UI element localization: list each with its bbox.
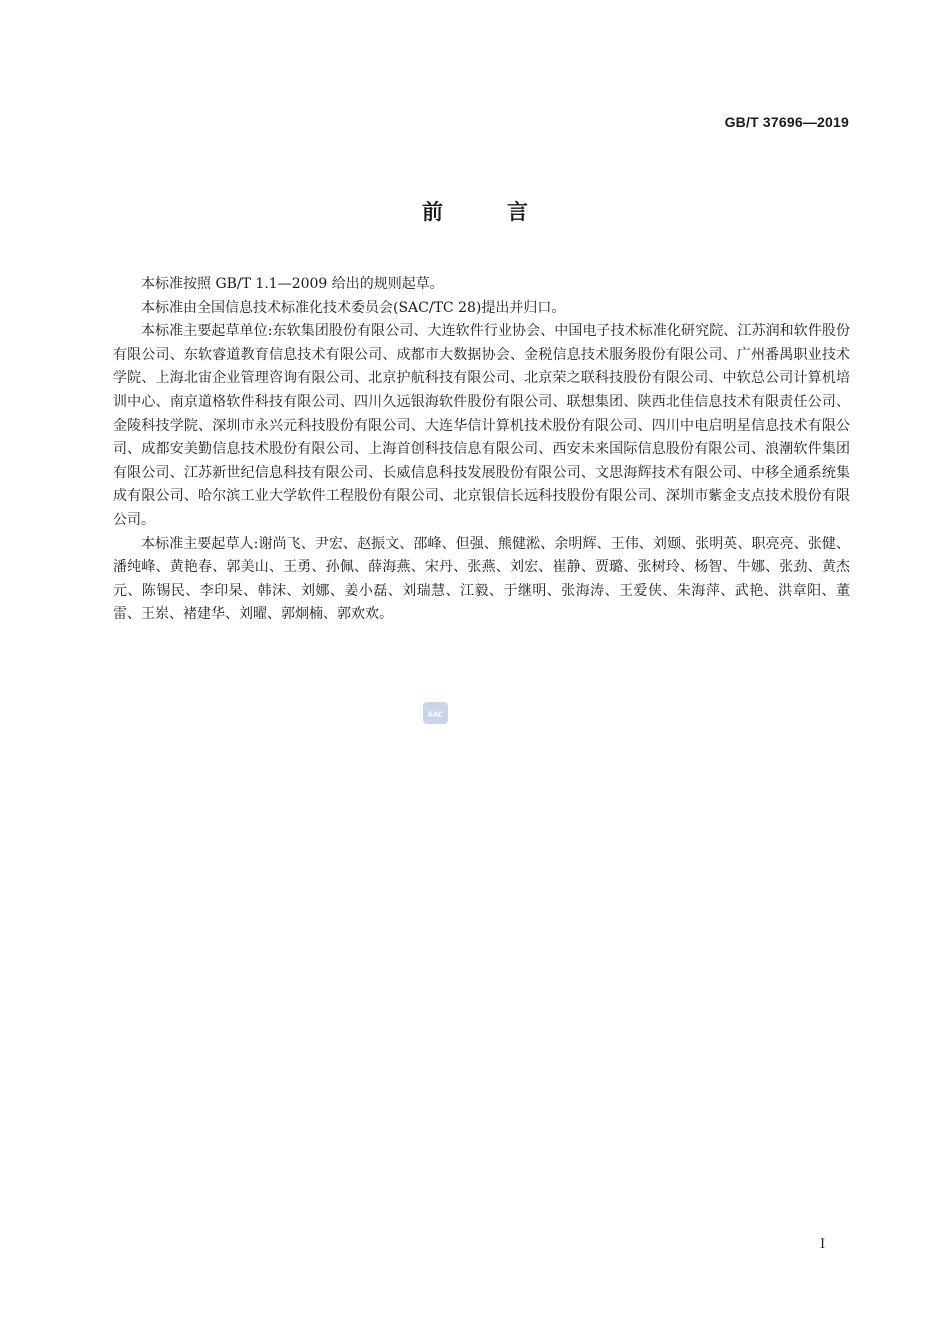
- standard-number: GB/T 37696—2019: [724, 114, 849, 130]
- foreword-body: [113, 273, 850, 627]
- title-char-2: 言: [507, 200, 528, 224]
- svg-text:SAC: SAC: [427, 710, 444, 719]
- page-number: I: [820, 1237, 826, 1252]
- paragraph-drafters: 本标准主要起草人:谢尚飞、尹宏、赵振文、邵峰、但强、熊健淞、余明辉、王伟、刘颋、张明英、职亮亮、张健、潘纯峰、黄艳春、郭美山、王勇、孙佩、薛海燕、宋丹、张燕、刘宏、崔静、贾璐、张树玲、杨智、牛娜、张劲、黄杰元、陈锡民、李印杲、韩沫、刘娜、姜小磊、刘瑞慧、江毅、于继明、张海涛、王爱侠、朱海萍、武艳、洪章阳、董雷、王岽、褚建华、刘曜、郭炯楠、郭欢欢。: [113, 535, 850, 623]
- sac-watermark-logo: [422, 701, 449, 725]
- paragraph-proposer: 本标准由全国信息技术标准化技术委员会(SAC/TC 28)提出并归口。: [141, 299, 566, 316]
- page-title: [0, 196, 950, 226]
- paragraph-drafting-rules: 本标准按照 GB/T 1.1—2009 给出的规则起草。: [141, 276, 444, 292]
- paragraph-drafting-units: 本标准主要起草单位:东软集团股份有限公司、大连软件行业协会、中国电子技术标准化研究院、江苏润和软件股份有限公司、东软睿道教育信息技术有限公司、成都市大数据协会、金税信息技术服务股份有限公司、广州番禺职业技术学院、上海北宙企业管理咨询有限公司、北京护航科技有限公司、北京荣之联科技股份有限公司、中软总公司计算机培训中心、南京道格软件科技有限公司、四川久远银海软件股份有限公司、联想集团、陕西北佳信息技术有限责任公司、金陵科技学院、深圳市永兴元科技股份有限公司、大连华信计算机技术股份有限公司、四川中电启明星信息技术有限公司、成都安美勤信息技术股份有限公司、上海首创科技信息有限公司、西安未来国际信息股份有限公司、浪潮软件集团有限公司、江苏新世纪信息科技有限公司、长威信息科技发展股份有限公司、文思海辉技术有限公司、中移全通系统集成有限公司、哈尔滨工业大学软件工程股份有限公司、北京银信长远科技股份有限公司、深圳市紫金支点技术股份有限公司。: [113, 323, 850, 528]
- title-char-1: 前: [422, 200, 443, 224]
